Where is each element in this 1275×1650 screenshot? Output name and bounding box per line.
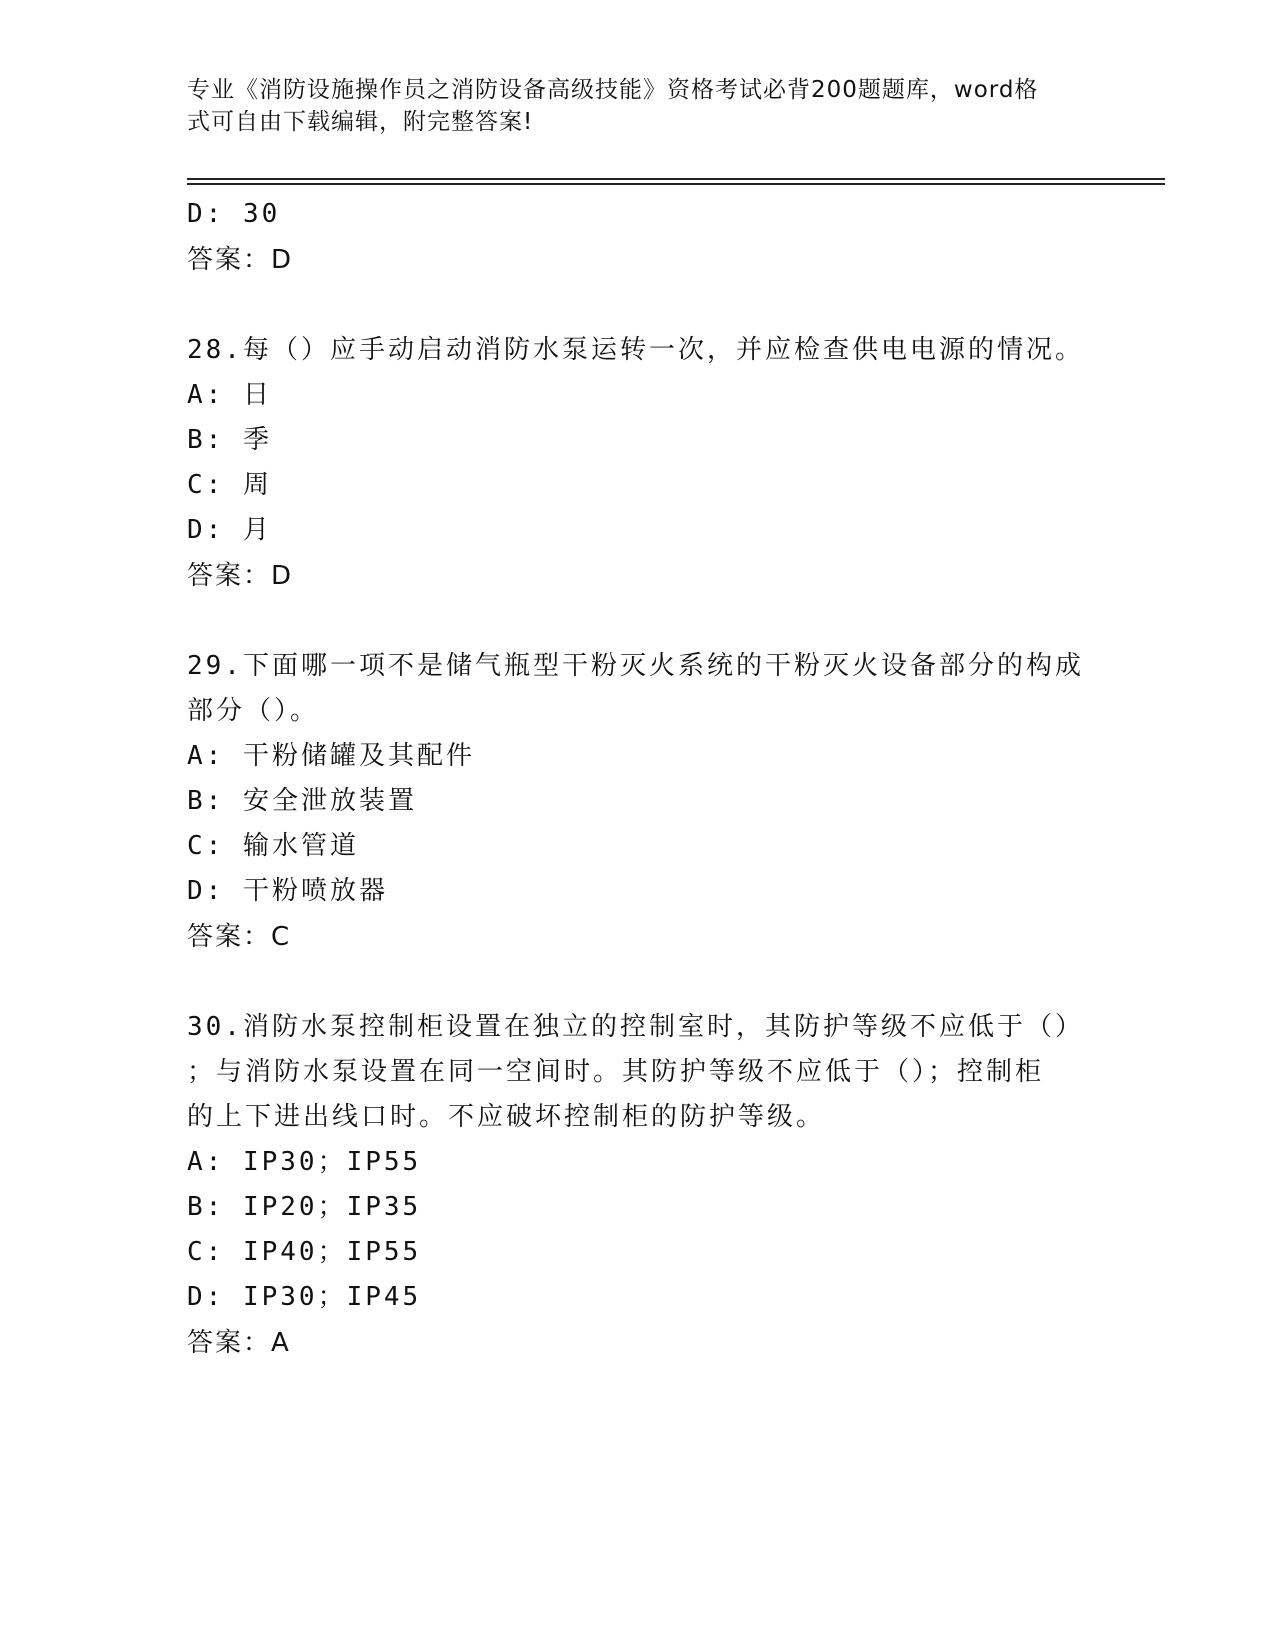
- header-divider-top: [187, 178, 1165, 180]
- option-c: C: 周: [187, 470, 272, 500]
- question-29: [187, 644, 1087, 960]
- previous-question-tail: [187, 192, 1087, 283]
- question-30: [187, 1005, 1087, 1366]
- document-header: [187, 74, 1077, 138]
- option-a: A: 干粉储罐及其配件: [187, 741, 475, 771]
- option-a: A: IP30；IP55: [187, 1147, 422, 1177]
- option-b: B: 安全泄放装置: [187, 786, 417, 816]
- header-divider-bottom: [187, 183, 1165, 185]
- question-stem-line-2: 部分（）。: [187, 696, 320, 726]
- document-body: [187, 192, 1087, 1366]
- question-stem-line-1: 29.下面哪一项不是储气瓶型干粉灭火系统的干粉灭火设备部分的构成: [187, 651, 1084, 681]
- question-28: [187, 328, 1087, 599]
- option-d: D: 30: [187, 199, 281, 229]
- header-line-1: 专业《消防设施操作员之消防设备高级技能》资格考试必背200题题库，word格: [187, 77, 1039, 103]
- question-stem: 28.每（）应手动启动消防水泵运转一次，并应检查供电电源的情况。: [187, 335, 1084, 365]
- option-d: D: 干粉喷放器: [187, 876, 388, 906]
- question-stem-line-3: 的上下进出线口时。不应破坏控制柜的防护等级。: [187, 1102, 826, 1132]
- option-d: D: 月: [187, 515, 272, 545]
- option-d: D: IP30；IP45: [187, 1282, 422, 1312]
- answer: 答案：D: [187, 561, 294, 591]
- answer: 答案：A: [187, 1328, 291, 1358]
- question-stem-line-2: ；与消防水泵设置在同一空间时。其防护等级不应低于（）；控制柜: [187, 1057, 1045, 1087]
- answer: 答案：D: [187, 245, 294, 275]
- option-c: C: IP40；IP55: [187, 1237, 422, 1267]
- option-b: B: IP20；IP35: [187, 1192, 422, 1222]
- header-line-2: 式可自由下载编辑，附完整答案!: [187, 109, 534, 135]
- question-stem-line-1: 30.消防水泵控制柜设置在独立的控制室时，其防护等级不应低于（）: [187, 1012, 1084, 1042]
- answer: 答案：C: [187, 922, 292, 952]
- option-b: B: 季: [187, 425, 272, 455]
- option-c: C: 输水管道: [187, 831, 359, 861]
- option-a: A: 日: [187, 380, 272, 410]
